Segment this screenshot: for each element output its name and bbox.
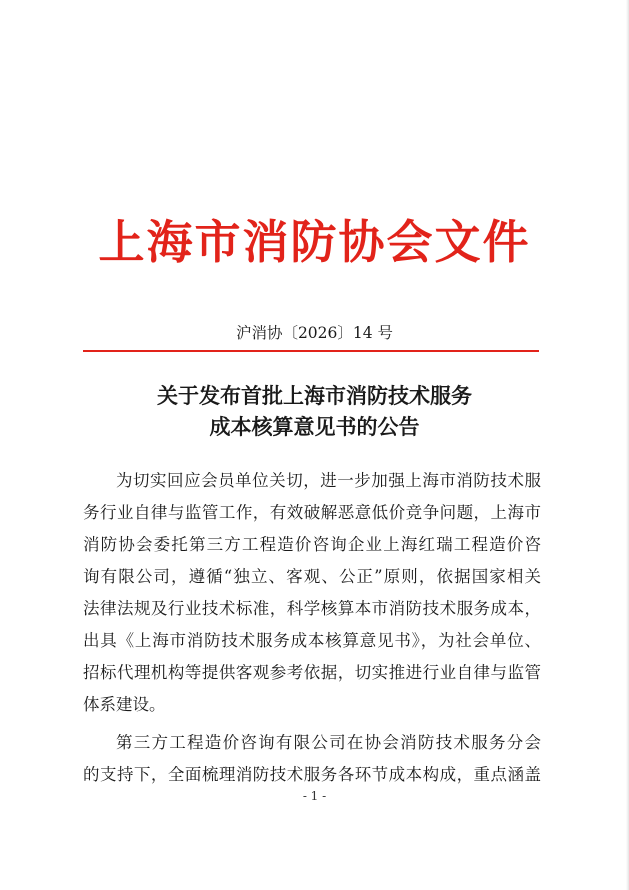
text-line: 招标代理机构等提供客观参考依据，切实推进行业自律与监管 — [83, 663, 541, 682]
notice-title-line: 成本核算意见书的公告 — [209, 414, 420, 439]
body-text — [83, 465, 541, 791]
text-line: 出具《上海市消防技术服务成本核算意见书》，为社会单位、 — [83, 631, 541, 650]
text-line: 为切实回应会员单位关切，进一步加强上海市消防技术服 — [116, 471, 541, 490]
notice-title-line: 关于发布首批上海市消防技术服务 — [157, 383, 472, 408]
text-line: 询有限公司，遵循“独立、客观、公正”原则，依据国家相关 — [83, 567, 541, 586]
paragraph — [83, 465, 541, 721]
issuer-header-title: 上海市消防协会文件 — [98, 215, 531, 269]
text-line: 消防协会委托第三方工程造价咨询企业上海红瑞工程造价咨 — [83, 535, 541, 554]
text-line: 法律法规及行业技术标准，科学核算本市消防技术服务成本， — [83, 599, 541, 618]
text-line: 第三方工程造价咨询有限公司在协会消防技术服务分会 — [116, 733, 541, 752]
notice-title — [0, 380, 629, 442]
red-separator-line — [83, 350, 539, 352]
text-line: 体系建设。 — [83, 695, 166, 714]
text-line: 务行业自律与监管工作，有效破解恶意低价竞争问题，上海市 — [83, 503, 541, 522]
document-number: 沪消协〔2026〕14 号 — [235, 324, 394, 342]
paragraph — [83, 727, 541, 791]
page-number: - 1 - — [302, 789, 327, 803]
text-line: 的支持下，全面梳理消防技术服务各环节成本构成，重点涵盖 — [83, 765, 541, 784]
